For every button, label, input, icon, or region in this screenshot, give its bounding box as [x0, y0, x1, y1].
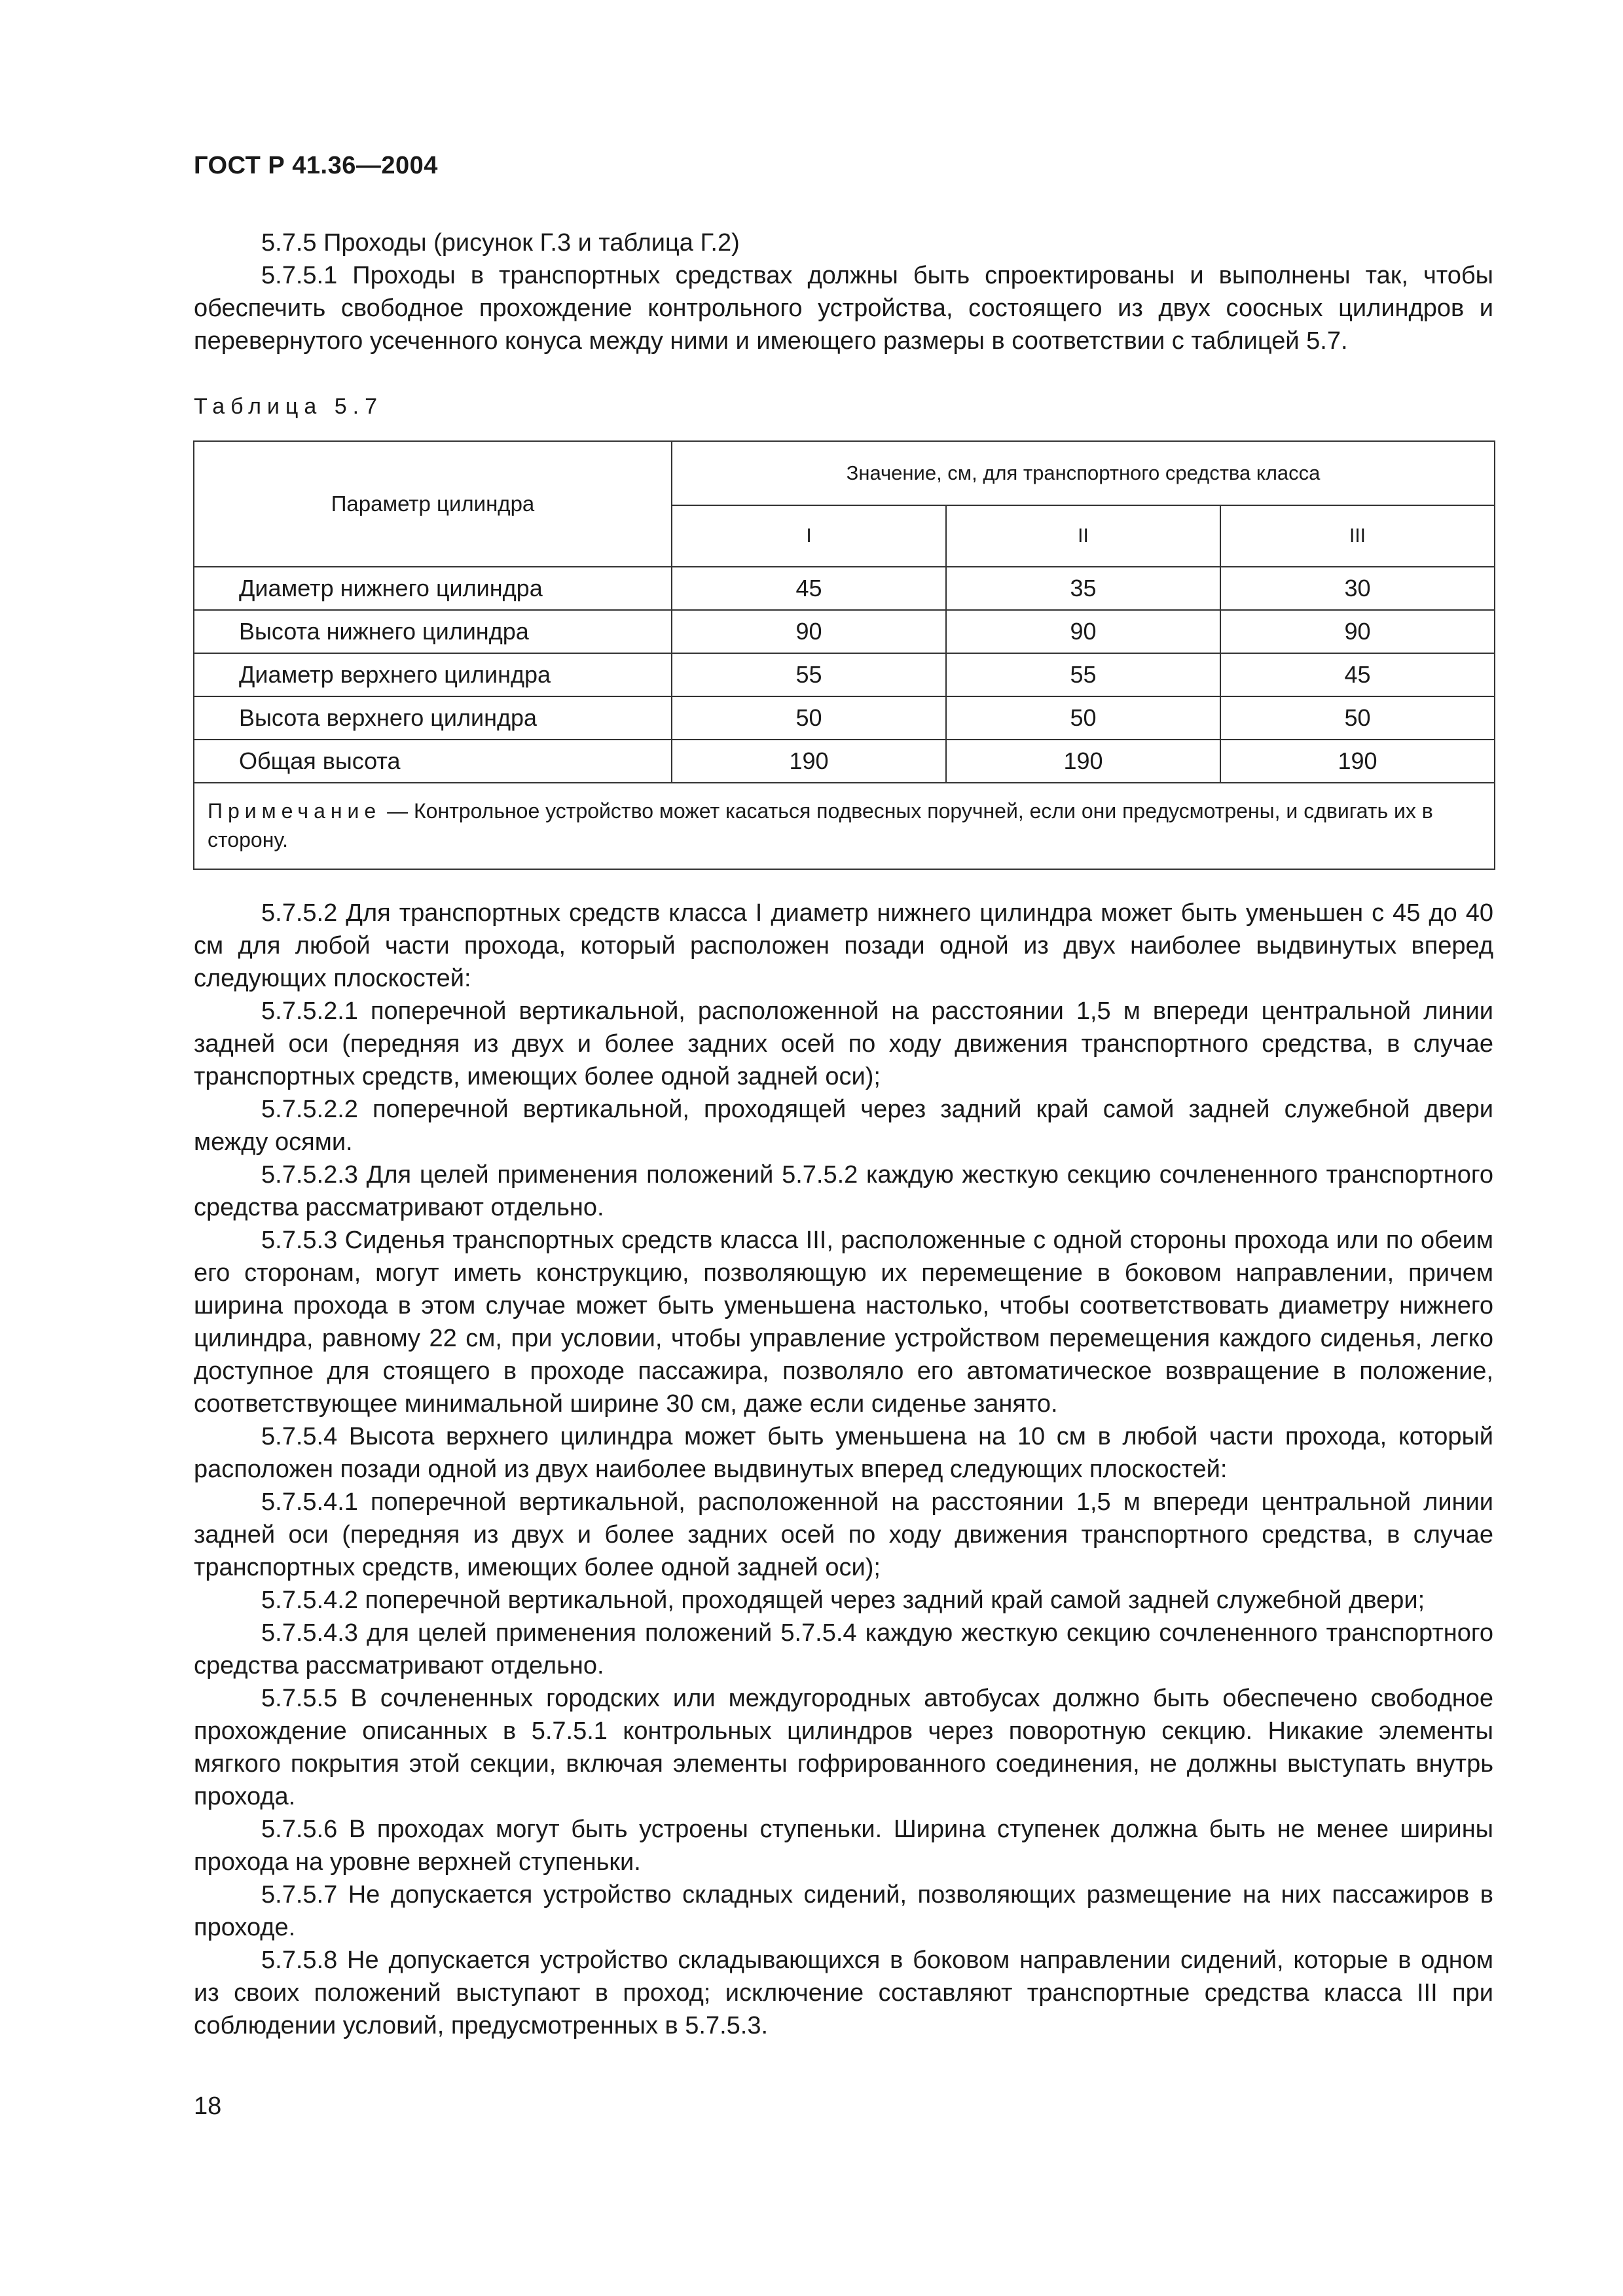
paragraph: 5.7.5.1 Проходы в транспортных средствах должны быть спроектированы и выполнены так, чтобы обеспечить свободное прохождение контрольного устройства, состоящего из двух соосных цилиндров и перевернутого усеченного конуса между ними и имеющего размеры в соответствии с таблицей 5.7.	[194, 262, 1493, 355]
cell-value: 90	[672, 610, 946, 653]
cell-value: 90	[946, 610, 1220, 653]
cell-value: 55	[946, 653, 1220, 696]
paragraph: 5.7.5.8 Не допускается устройство складывающихся в боковом направлении сидений, которые в одном из своих положений выступают в проход; исключение составляют транспортные средства класса III при соблюдении условий, предусмотренных в 5.7.5.3.	[194, 1946, 1493, 2039]
column-header-parameter: Параметр цилиндра	[194, 441, 672, 567]
cell-value: 55	[672, 653, 946, 696]
row-label: Диаметр верхнего цилиндра	[194, 653, 672, 696]
table-row	[194, 740, 1495, 783]
cell-value: 190	[672, 740, 946, 783]
row-label: Общая высота	[194, 740, 672, 783]
cell-value: 45	[672, 567, 946, 610]
cylinder-table	[193, 440, 1494, 870]
paragraph: 5.7.5.2.3 Для целей применения положений 5.7.5.2 каждую жесткую секцию сочлененного транспортного средства рассматривают отдельно.	[194, 1161, 1493, 1221]
document-header: ГОСТ Р 41.36—2004	[194, 152, 438, 179]
table-row	[194, 610, 1495, 653]
table-caption: Таблица 5.7	[194, 394, 384, 419]
table-row	[194, 696, 1495, 740]
paragraph: 5.7.5.2 Для транспортных средств класса I диаметр нижнего цилиндра может быть уменьшен с 45 до 40 см для любой части прохода, который расположен позади одной из двух наиболее выдвинутых вперед следующих плоскостей:	[194, 899, 1493, 992]
paragraph: 5.7.5.6 В проходах могут быть устроены ступеньки. Ширина ступенек должна быть не менее ширины прохода на уровне верхней ступеньки.	[194, 1816, 1493, 1876]
note-label: Примечание	[208, 799, 382, 823]
cell-value: 45	[1220, 653, 1495, 696]
cell-value: 30	[1220, 567, 1495, 610]
page-number: 18	[194, 2092, 222, 2120]
column-group-header: Значение, см, для транспортного средства класса	[672, 441, 1495, 505]
paragraph: 5.7.5.4.3 для целей применения положений 5.7.5.4 каждую жесткую секцию сочлененного транспортного средства рассматривают отдельно.	[194, 1619, 1493, 1679]
cell-value: 35	[946, 567, 1220, 610]
paragraph: 5.7.5.2.2 поперечной вертикальной, проходящей через задний край самой задней служебной двери между осями.	[194, 1096, 1493, 1156]
cell-value: 90	[1220, 610, 1495, 653]
cell-value: 50	[946, 696, 1220, 740]
cell-value: 190	[946, 740, 1220, 783]
paragraph: 5.7.5.3 Сиденья транспортных средств класса III, расположенные с одной стороны прохода или по обеим его сторонам, могут иметь конструкцию, позволяющую их перемещение в боковом направлении, причем ширина прохода в этом случае может быть уменьшена настолько, чтобы соответствовать диаметру нижнего цилиндра, равному 22 см, при условии, чтобы управление устройством перемещения каждого сиденья, легко доступное для стоящего в проходе пассажира, позволяло его автоматическое возвращение в положение, соответствующее минимальной ширине 30 см, даже если сиденье занято.	[194, 1227, 1493, 1418]
column-header-class: I	[672, 505, 946, 567]
paragraph: 5.7.5.5 В сочлененных городских или междугородных автобусах должно быть обеспечено свободное прохождение описанных в 5.7.5.1 контрольных цилиндров через поворотную секцию. Никакие элементы мягкого покрытия этой секции, включая элементы гофрированного соединения, не должны выступать внутрь прохода.	[194, 1685, 1493, 1810]
table-row	[194, 567, 1495, 610]
paragraph: 5.7.5.4.1 поперечной вертикальной, расположенной на расстоянии 1,5 м впереди центральной линии задней оси (передняя из двух и более задних осей по ходу движения транспортного средства, в случае транспортных средств, имеющих более одной задней оси);	[194, 1488, 1493, 1581]
cell-value: 50	[672, 696, 946, 740]
table-row	[194, 653, 1495, 696]
section-heading: 5.7.5 Проходы (рисунок Г.3 и таблица Г.2)	[261, 229, 740, 257]
cell-value: 190	[1220, 740, 1495, 783]
row-label: Диаметр нижнего цилиндра	[194, 567, 672, 610]
column-header-class: II	[946, 505, 1220, 567]
paragraph: 5.7.5.4.2 поперечной вертикальной, проходящей через задний край самой задней служебной двери;	[261, 1587, 1425, 1614]
row-label: Высота нижнего цилиндра	[194, 610, 672, 653]
table-note	[194, 783, 1495, 869]
paragraph: 5.7.5.4 Высота верхнего цилиндра может быть уменьшена на 10 см в любой части прохода, который расположен позади одной из двух наиболее выдвинутых вперед следующих плоскостей:	[194, 1423, 1493, 1483]
column-header-class: III	[1220, 505, 1495, 567]
row-label: Высота верхнего цилиндра	[194, 696, 672, 740]
paragraph: 5.7.5.2.1 поперечной вертикальной, расположенной на расстоянии 1,5 м впереди центральной линии задней оси (передняя из двух и более задних осей по ходу движения транспортного средства, в случае транспортных средств, имеющих более одной задней оси);	[194, 997, 1493, 1090]
paragraph: 5.7.5.7 Не допускается устройство складных сидений, позволяющих размещение на них пассажиров в проходе.	[194, 1881, 1493, 1941]
intro-section	[194, 226, 1493, 357]
body-section	[194, 897, 1493, 2042]
cell-value: 50	[1220, 696, 1495, 740]
note-text: — Контрольное устройство может касаться подвесных поручней, если они предусмотрены, и сдвигать их в сторону.	[208, 799, 1433, 852]
